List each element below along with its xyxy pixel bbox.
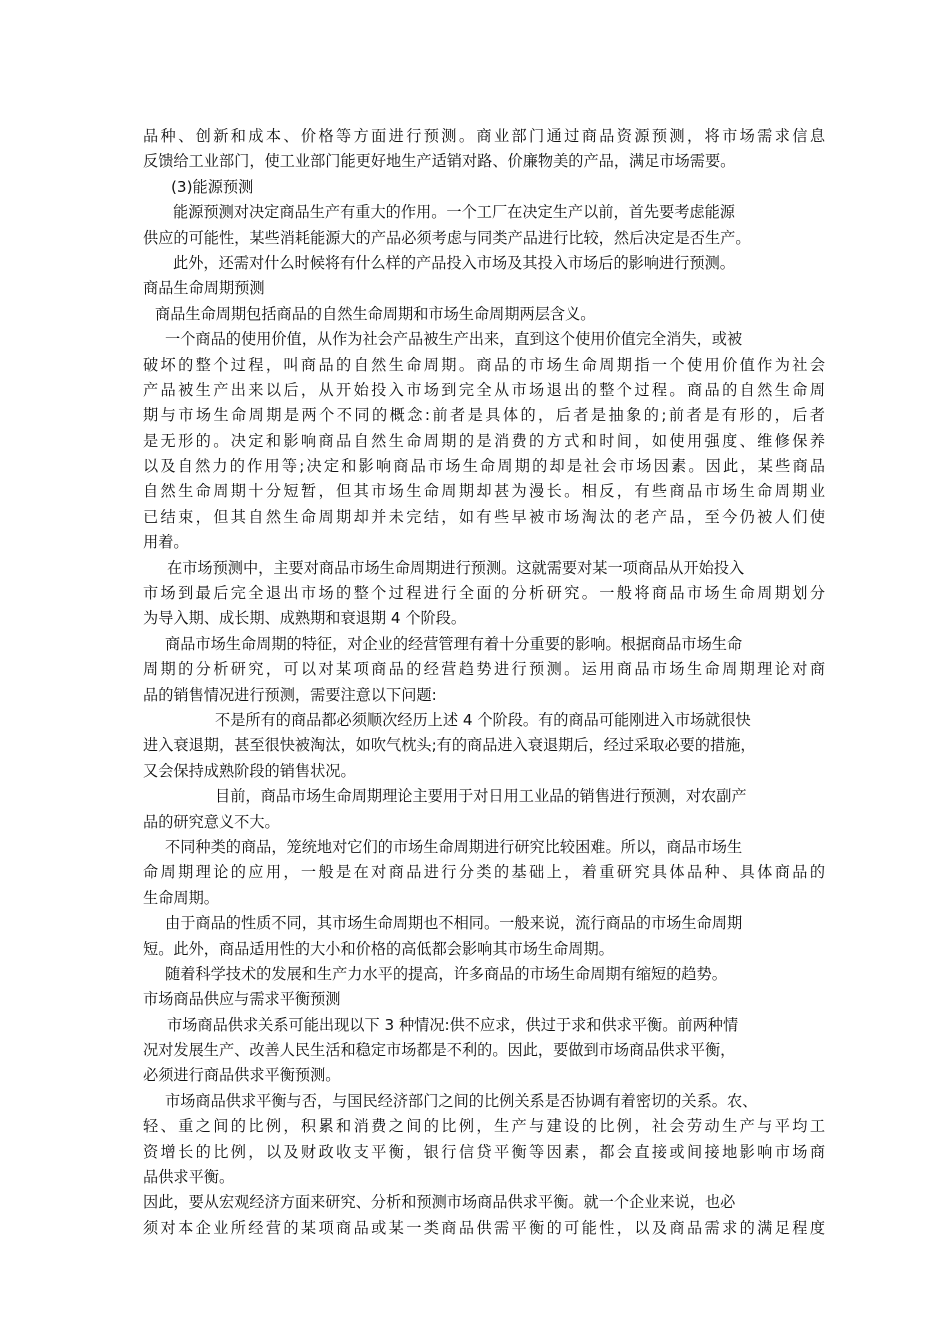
text-line: 商品生命周期预测 bbox=[143, 279, 265, 298]
text-line: 为导入期、成长期、成熟期和衰退期 4 个阶段。 bbox=[143, 609, 467, 628]
text-line: 资增长的比例，以及财政收支平衡，银行信贷平衡等因素，都会直接或间接地影响市场商 bbox=[143, 1142, 825, 1161]
text-line: 短。此外，商品适用性的大小和价格的高低都会影响其市场生命周期。 bbox=[143, 939, 614, 958]
text-line: 市场商品供求平衡与否，与国民经济部门之间的比例关系是否协调有着密切的关系。农、 bbox=[165, 1091, 758, 1110]
text-line: 品供求平衡。 bbox=[143, 1168, 235, 1187]
text-line: 市场商品供求关系可能出现以下 3 种情况:供不应求，供过于求和供求平衡。前两种情 bbox=[167, 1015, 739, 1034]
document-page bbox=[143, 124, 825, 1241]
text-line: 须对本企业所经营的某项商品或某一类商品供需平衡的可能性，以及商品需求的满足程度 bbox=[143, 1218, 825, 1237]
text-line: 是无形的。决定和影响商品自然生命周期的是消费的方式和时间，如使用强度、维修保养 bbox=[143, 431, 825, 450]
text-line: 市场商品供应与需求平衡预测 bbox=[143, 990, 341, 1009]
text-line: 品的研究意义不大。 bbox=[143, 812, 280, 831]
text-line: 在市场预测中，主要对商品市场生命周期进行预测。这就需要对某一项商品从开始投入 bbox=[167, 558, 745, 577]
text-line: 以及自然力的作用等;决定和影响商品市场生命周期的却是社会市场因素。因此，某些商品 bbox=[143, 457, 825, 476]
text-line: 又会保持成熟阶段的销售状况。 bbox=[143, 761, 356, 780]
text-line: 轻、重之间的比例，积累和消费之间的比例，生产与建设的比例，社会劳动生产与平均工 bbox=[143, 1117, 825, 1136]
text-line: 必须进行商品供求平衡预测。 bbox=[143, 1066, 341, 1085]
text-line: 命周期理论的应用，一般是在对商品进行分类的基础上，着重研究具体品种、具体商品的 bbox=[143, 863, 825, 882]
text-line: 因此，要从宏观经济方面来研究、分析和预测市场商品供求平衡。就一个企业来说，也必 bbox=[143, 1193, 736, 1212]
text-line: 随着科学技术的发展和生产力水平的提高，许多商品的市场生命周期有缩短的趋势。 bbox=[165, 964, 727, 983]
text-line: 况对发展生产、改善人民生活和稳定市场都是不利的。因此，要做到市场商品供求平衡， bbox=[143, 1041, 736, 1060]
text-line: 市场到最后完全退出市场的整个过程进行全面的分析研究。一般将商品市场生命周期划分 bbox=[143, 584, 825, 603]
text-line: 品的销售情况进行预测，需要注意以下问题: bbox=[143, 685, 437, 704]
text-line: 品种、创新和成本、价格等方面进行预测。商业部门通过商品资源预测，将市场需求信息 bbox=[143, 127, 825, 145]
text-line: 期与市场生命周期是两个不同的概念:前者是具体的，后者是抽象的;前者是有形的，后者 bbox=[143, 406, 825, 425]
text-line: 反馈给工业部门，使工业部门能更好地生产适销对路、价廉物美的产品，满足市场需要。 bbox=[143, 152, 736, 171]
text-line: 商品市场生命周期的特征，对企业的经营管理有着十分重要的影响。根据商品市场生命 bbox=[165, 634, 743, 653]
text-line: 已结束，但其自然生命周期却并未完结，如有些早被市场淘汰的老产品，至今仍被人们使 bbox=[143, 507, 825, 526]
text-line: 目前，商品市场生命周期理论主要用于对日用工业品的销售进行预测，对农副产 bbox=[215, 787, 747, 806]
text-line: 供应的可能性，某些消耗能源大的产品必须考虑与同类产品进行比较，然后决定是否生产。 bbox=[143, 228, 751, 247]
text-line: 产品被生产出来以后，从开始投入市场到完全从市场退出的整个过程。商品的自然生命周 bbox=[143, 380, 825, 399]
text-line: 不同种类的商品，笼统地对它们的市场生命周期进行研究比较困难。所以，商品市场生 bbox=[165, 837, 743, 856]
text-line: 商品生命周期包括商品的自然生命周期和市场生命周期两层含义。 bbox=[155, 304, 596, 323]
text-line: 一个商品的使用价值，从作为社会产品被生产出来，直到这个使用价值完全消失，或被 bbox=[165, 330, 743, 349]
text-line: 生命周期。 bbox=[143, 888, 219, 907]
text-line: 由于商品的性质不同，其市场生命周期也不相同。一般来说，流行商品的市场生命周期 bbox=[165, 914, 743, 933]
text-line: 此外，还需对什么时候将有什么样的产品投入市场及其投入市场后的影响进行预测。 bbox=[173, 253, 735, 272]
text-line: 用着。 bbox=[143, 533, 189, 552]
text-line: 周期的分析研究，可以对某项商品的经营趋势进行预测。运用商品市场生命周期理论对商 bbox=[143, 660, 825, 679]
text-line: 进入衰退期，甚至很快被淘汰，如吹气枕头;有的商品进入衰退期后，经过采取必要的措施， bbox=[143, 736, 756, 755]
text-line: 不是所有的商品都必须顺次经历上述 4 个阶段。有的商品可能刚进入市场就很快 bbox=[215, 710, 751, 729]
text-line: (3)能源预测 bbox=[171, 177, 254, 196]
text-line: 自然生命周期十分短暂，但其市场生命周期却甚为漫长。相反，有些商品市场生命周期业 bbox=[143, 482, 825, 501]
text-line: 能源预测对决定商品生产有重大的作用。一个工厂在决定生产以前，首先要考虑能源 bbox=[173, 203, 735, 222]
text-line: 破坏的整个过程，叫商品的自然生命周期。商品的市场生命周期指一个使用价值作为社会 bbox=[143, 355, 825, 374]
